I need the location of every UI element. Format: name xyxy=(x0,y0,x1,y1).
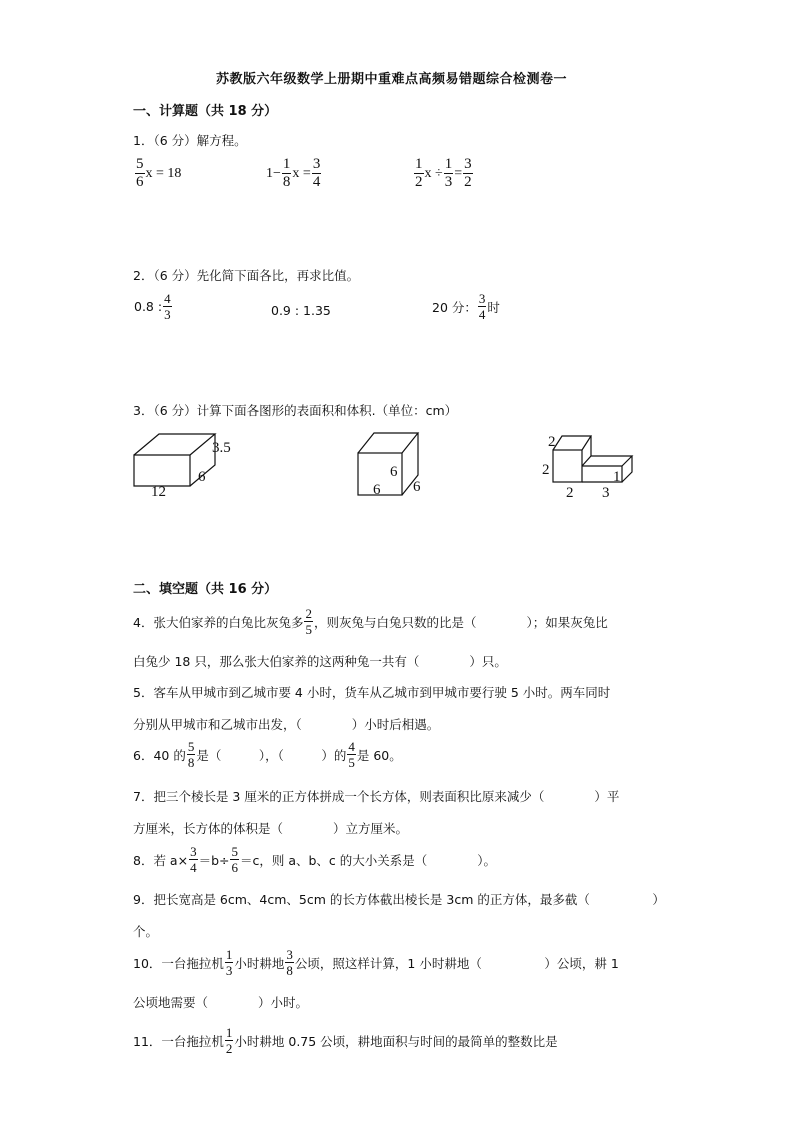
question-1-prompt: 1．（6 分）解方程。 xyxy=(133,133,247,148)
page-title: 苏教版六年级数学上册期中重难点高频易错题综合检测卷一 xyxy=(216,72,568,87)
equation-1: $\frac{5}{6}$ x = 18 xyxy=(136,156,182,190)
composite-bottom-right-label: 3 xyxy=(602,485,610,501)
question-7-line-2: 方厘米，长方体的体积是（ ）立方厘米。 xyxy=(133,821,409,836)
fraction: $\frac{5}{8}$ xyxy=(187,739,195,770)
equation-2: 1− $\frac{1}{8}$ x = $\frac{3}{4}$ xyxy=(266,156,321,190)
fraction: $\frac{1}{2}$ xyxy=(415,156,423,190)
fraction: $\frac{5}{6}$ xyxy=(231,844,238,875)
cuboid-height-label: 3.5 xyxy=(212,440,231,456)
fraction: $\frac{5}{6}$ xyxy=(136,156,144,190)
question-9-line-2: 个。 xyxy=(133,924,159,939)
fraction: $\frac{4}{5}$ xyxy=(348,739,355,770)
cuboid-length-label: 12 xyxy=(151,484,166,500)
fraction: $\frac{4}{3}$ xyxy=(164,291,171,322)
question-5-line-2: 分别从甲城市和乙城市出发，（ ）小时后相遇。 xyxy=(133,717,440,732)
question-4-line-2: 白兔少 18 只，那么张大伯家养的这两种兔一共有（ ）只。 xyxy=(133,654,507,669)
question-7-line-1: 7．把三个棱长是 3 厘米的正方体拼成一个长方体，则表面积比原来减少（ ）平 xyxy=(133,789,620,804)
composite-top-label: 2 xyxy=(548,434,556,450)
cube-figure xyxy=(352,428,432,500)
fraction: $\frac{1}{2}$ xyxy=(225,1025,233,1056)
composite-side-label: 1 xyxy=(613,469,621,485)
fraction: $\frac{3}{4}$ xyxy=(478,291,486,322)
ratio-2: 0.9 : 1.35 xyxy=(271,303,331,318)
question-6: 6．40 的 $\frac{5}{8}$ 是（ ），（ ）的 $\frac{4}{5}$ 是 60。 xyxy=(133,739,402,770)
question-4-line-1: 4．张大伯家养的白兔比灰兔多 $\frac{2}{5}$ ，则灰兔与白兔只数的比是（ ）；如果灰兔比 xyxy=(133,606,608,637)
fraction: $\frac{3}{8}$ xyxy=(286,947,293,978)
fraction: $\frac{2}{5}$ xyxy=(305,606,312,637)
question-10-line-2: 公顷地需要（ ）小时。 xyxy=(133,995,309,1010)
question-5-line-1: 5．客车从甲城市到乙城市要 4 小时，货车从乙城市到甲城市要行驶 5 小时。两车同时 xyxy=(133,685,611,700)
question-8: 8．若 a× $\frac{3}{4}$ ＝b÷ $\frac{5}{6}$ ＝c，则 a、b、c 的大小关系是（ ）。 xyxy=(133,844,497,875)
question-3-prompt: 3．（6 分）计算下面各图形的表面积和体积.（单位：cm） xyxy=(133,403,458,418)
fraction: $\frac{1}{3}$ xyxy=(225,947,233,978)
equation-3: $\frac{1}{2}$ x ÷ $\frac{1}{3}$ = $\frac{3}{2}$ xyxy=(415,156,472,190)
fraction: $\frac{3}{4}$ xyxy=(190,844,197,875)
ratio-3: 20 分： $\frac{3}{4}$ 时 xyxy=(432,291,500,322)
fraction: $\frac{3}{2}$ xyxy=(464,156,472,190)
ratio-1: 0.8 : $\frac{4}{3}$ xyxy=(134,291,171,322)
section-heading-1: 一、计算题（共 18 分） xyxy=(133,104,278,119)
cube-height-label: 6 xyxy=(390,464,398,480)
cube-length-label: 6 xyxy=(373,482,381,498)
composite-bottom-left-label: 2 xyxy=(566,485,574,501)
question-10-line-1: 10．一台拖拉机 $\frac{1}{3}$ 小时耕地 $\frac{3}{8}$ 公顷，照这样计算，1 小时耕地（ ）公顷，耕 1 xyxy=(133,947,619,978)
cuboid-width-label: 6 xyxy=(198,469,206,485)
fraction: $\frac{3}{4}$ xyxy=(312,156,321,190)
composite-solid-figure xyxy=(536,428,640,502)
question-2-prompt: 2．（6 分）先化简下面各比，再求比值。 xyxy=(133,268,360,283)
fraction: $\frac{1}{8}$ xyxy=(282,156,291,190)
section-heading-2: 二、填空题（共 16 分） xyxy=(133,582,278,597)
question-11: 11．一台拖拉机 $\frac{1}{2}$ 小时耕地 0.75 公顷，耕地面积与时间的最简单的整数比是 xyxy=(133,1025,558,1056)
question-9-line-1: 9．把长宽高是 6cm、4cm、5cm 的长方体截出棱长是 3cm 的正方体，最多截（ ） xyxy=(133,892,665,907)
fraction: $\frac{1}{3}$ xyxy=(444,156,453,190)
composite-left-label: 2 xyxy=(542,462,550,478)
cube-depth-label: 6 xyxy=(413,479,421,495)
cuboid-figure xyxy=(125,428,245,500)
